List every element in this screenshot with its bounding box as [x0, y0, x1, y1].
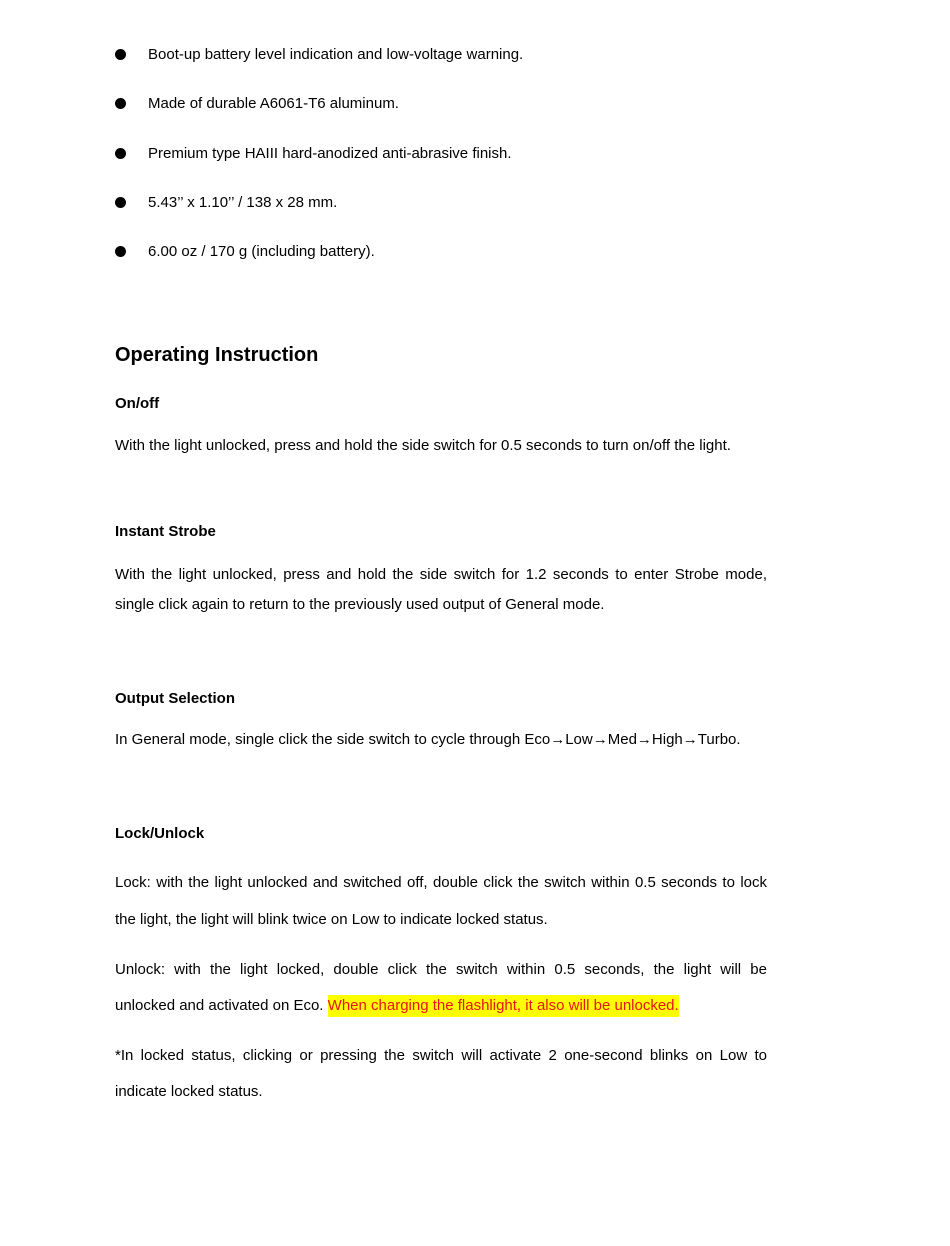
output-selection-text: In General mode, single click the side switch to cycle through Eco→Low→Med→High→Turbo. [115, 731, 741, 748]
lock-text-line1: Lock: with the light unlocked and switched off, double click the switch within 0.5 seconds to lock [115, 874, 767, 891]
instant-strobe-title: Instant Strobe [115, 523, 216, 540]
bullet-text: 6.00 oz / 170 g (including battery). [148, 243, 375, 260]
bullet-dot-icon [115, 197, 126, 208]
unlock-text-plain: unlocked and activated on Eco. [115, 997, 324, 1014]
output-selection-title: Output Selection [115, 690, 235, 707]
section-title: Operating Instruction [115, 344, 319, 366]
bullet-dot-icon [115, 98, 126, 109]
instant-strobe-text-line2: single click again to return to the previously used output of General mode. [115, 596, 605, 613]
bullet-text: Made of durable A6061-T6 aluminum. [148, 95, 399, 112]
lock-unlock-title: Lock/Unlock [115, 825, 205, 842]
bullet-dot-icon [115, 246, 126, 257]
bullet-dot-icon [115, 49, 126, 60]
bullet-text: 5.43’’ x 1.10’’ / 138 x 28 mm. [148, 194, 338, 211]
locked-note-line2: indicate locked status. [115, 1083, 263, 1100]
unlock-text-line1: Unlock: with the light locked, double click the switch within 0.5 seconds, the light will be [115, 961, 767, 978]
bullet-text: Premium type HAIII hard-anodized anti-abrasive finish. [148, 145, 512, 162]
bullet-dot-icon [115, 148, 126, 159]
lock-text-line2: the light, the light will blink twice on Low to indicate locked status. [115, 911, 548, 928]
on-off-text: With the light unlocked, press and hold the side switch for 0.5 seconds to turn on/off the light. [115, 437, 731, 454]
instant-strobe-text-line1: With the light unlocked, press and hold the side switch for 1.2 seconds to enter Strobe mode, [115, 566, 767, 583]
unlock-text-line2 [115, 997, 767, 1014]
locked-note-line1: *In locked status, clicking or pressing the switch will activate 2 one-second blinks on Low to [115, 1047, 767, 1064]
charging-unlock-highlight: When charging the flashlight, it also will be unlocked. [328, 995, 679, 1017]
on-off-title: On/off [115, 395, 160, 412]
bullet-text: Boot-up battery level indication and low-voltage warning. [148, 46, 524, 63]
